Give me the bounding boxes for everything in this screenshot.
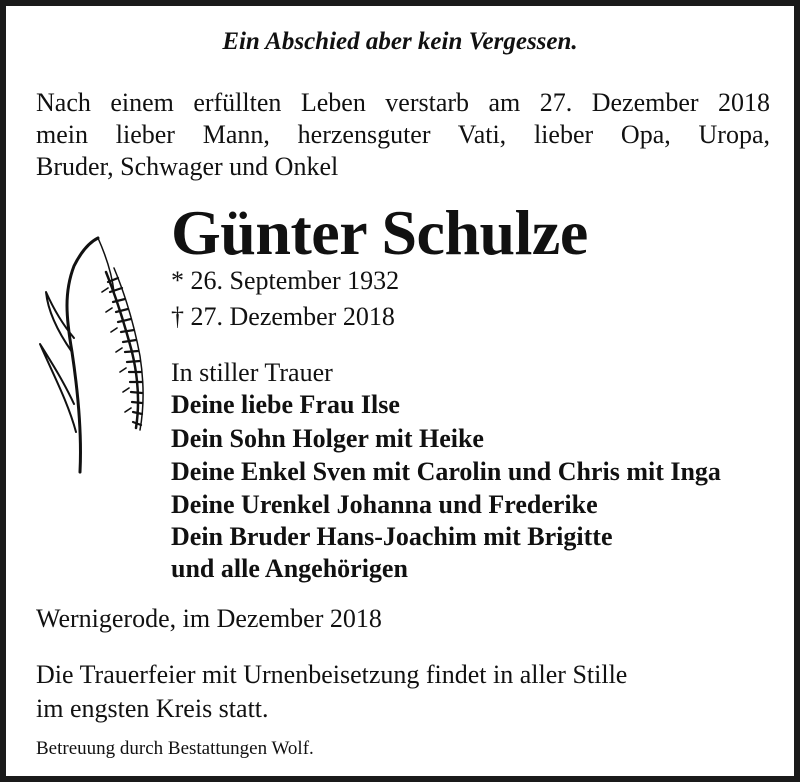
mourner-4: Deine Urenkel Johanna und Frederike	[171, 490, 598, 519]
death-date: † 27. Dezember 2018	[171, 302, 395, 331]
mourner-1: Deine liebe Frau Ilse	[171, 390, 400, 419]
funeral-line-2: im engsten Kreis statt.	[36, 694, 269, 723]
birth-date: * 26. September 1932	[171, 266, 400, 295]
wheat-ear-icon	[28, 232, 158, 482]
undertaker-note: Betreuung durch Bestattungen Wolf.	[36, 738, 314, 759]
mourner-3: Deine Enkel Sven mit Carolin und Chris mit Inga	[171, 457, 721, 486]
intro-line-3: Bruder, Schwager und Onkel	[36, 152, 339, 181]
mourner-6: und alle Angehörigen	[171, 554, 408, 583]
place-date: Wernigerode, im Dezember 2018	[36, 604, 382, 633]
funeral-line-1: Die Trauerfeier mit Urnenbeisetzung findet in aller Stille	[36, 660, 628, 689]
intro-line-1: Nach einem erfüllten Leben verstarb am 27. Dezember 2018	[36, 88, 770, 117]
mourner-5: Dein Bruder Hans-Joachim mit Brigitte	[171, 522, 613, 551]
mourning-intro: In stiller Trauer	[171, 358, 333, 387]
deceased-name: Günter Schulze	[171, 197, 588, 268]
heading: Ein Abschied aber kein Vergessen.	[222, 28, 578, 55]
intro-line-2: mein lieber Mann, herzensguter Vati, lieber Opa, Uropa,	[36, 120, 770, 149]
mourner-2: Dein Sohn Holger mit Heike	[171, 424, 484, 453]
